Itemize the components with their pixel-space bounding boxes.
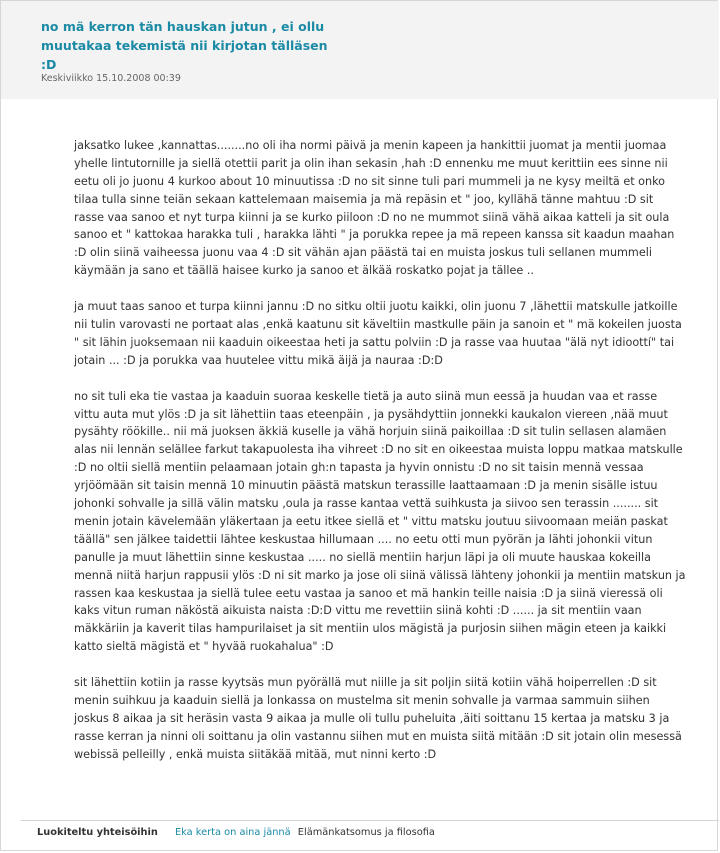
- post-paragraph: jaksatko lukee ,kannattas........no oli iha normi päivä ja menin kapeen ja hankittii juomat ja mentii juomaa yhelle lintutornille ja siellä otettii parit ja olin ihan sekasin ,hah :D ennenku me muut kerittiin ees sinne nii eetu oli jo juonu 4 kurkoo about 10 minuutissa :D no sit sinne tuli pari mummeli ja ne kysy meiltä et onko tilaa tulla sinne teiän sekaan kattelemaan maisemia ja mä repäsin et " joo, kyllähä tänne mahtuu :D sit rasse vaa sanoo et nyt turpa kiinni ja se kurko piiloon :D no ne mummot siinä vähä aikaa katteli ja sit oula sanoo et " kattokaa harakka tuli , harakka lähti " ja porukka repee ja mä repeen kanssa sit kaadun maahan :D olin siinä vaiheessa juonu vaa 4 :D sit vähän ajan päästä tai en muista joskus tuli sellanen mummeli käymään ja sano et täällä haisee kurko ja sanoo et älkää roskatko pojat ja tällee ..: [74, 138, 675, 278]
- footer-divider: [21, 820, 719, 821]
- post-header: [1, 1, 719, 99]
- post-body: [74, 119, 686, 782]
- post-paragraph: ja muut taas sanoo et turpa kiinni jannu :D no sitku oltii juotu kaikki, olin juonu 7 ,lähettii matskulle jatkoille nii tulin varovasti ne portaat alas ,enkä kaatunu sit käveltiin mastkulle päin ja sanoin et " mä kokeilen juosta " sit lähin juoksemaan nii kaaduin oikeestaa heti ja sattu polviin :D ja rasse vaa huutaa "älä nyt idioottí" tai jotain ... :D ja porukka vaa huutelee vittu mikä äijä ja nauraa :D:D: [74, 300, 682, 367]
- post-paragraph: sit lähettiin kotiin ja rasse kyytsäs mun pyörällä mut niille ja sit poljin siitä kotiin vähä hoiperrellen :D sit menin suihkuu ja kaaduin siellä ja lonkassa on mustelma sit menin sohvalle ja varmaa sammuin siihen joskus 8 aikaa ja sit heräsin vasta 9 aikaa ja mulle oli tullu puheluita ,äiti soittanu 15 kertaa ja matsku 3 ja rasse kerran ja ninni oli soittanu ja olin vastannu siihen mut en muista siitä mitään :D sit jotain olin mesessä webissä pelleilly , enkä muista siitäkää mitää, mut ninni kerto :D: [74, 676, 682, 761]
- post-title[interactable]: no mä kerron tän hauskan jutun , ei ollu muutakaa tekemistä nii kirjotan tälläsen :D: [41, 19, 328, 72]
- post-footer: [37, 827, 435, 838]
- category-label: Luokiteltu yhteisöihin: [37, 827, 158, 838]
- category-name: Elämänkatsomus ja filosofia: [297, 827, 435, 838]
- post-paragraph: no sit tuli eka tie vastaa ja kaaduin suoraa keskelle tietä ja auto siinä mun eessä ja huudan vaa et rasse vittu auta mut ylös :D ja sit lähettiin taas eteenpäin , ja pysähdyttiin jonnekki kaukalon viereen ,nää muut pysähty röökille.. nii mä juoksen äkkiä kuselle ja vähä horjuin siinä paikoillaa :D sit tulin sellasen alamäen alas nii lennän selällee farkut takapuolesta iha vihreet :D no sit en oikeestaa muista loppu matkaa matskulle :D no oltii siellä mentiin pelaamaan jotain gh:n tapasta ja hyvin onnistu :D no sit taisin mennä vessaa yrjöömään sit taisin mennä 10 minuutin päästä matskun terassille laattaamaan :D ja menin sisälle istuu johonki sohvalle ja sillä välin matsku ,oula ja rasse kantaa vettä suihkusta ja siivoo sen terassin ........ sit menin jotain kävelemään yläkertaan ja eetu itkee siellä et " vittu matsku joutuu siivoomaan meiän paskat täällä" sen jälkee taidettii lähtee keskustaa hillumaan .... no eetu otti mun pyörän ja lähti johonkii vitun panulle ja muut lähettiin sinne keskustaa ..... no siellä mentiin harjun läpi ja oli muute hauskaa kokeilla mennä niitä harjun rappusii ylös :D ni sit marko ja jose oli siinä välissä lähteny johonkii ja mentiin matskun ja rassen kaa keskustaa ja siellä tulee eetu vastaa ja sanoo et mä hankin teille naisia :D ja siinä vieressä oli kaks vitun ruman näköstä aikuista naista :D:D vittu me revettiin siinä kohti :D ...... ja sit mentiin vaan mäkkäriin ja kaverit tilas hampurilaiset ja sit mentiin ulos mägistä ja purjosin siihen mägin eteen ja kaikki katto sieltä mägistä et " hyvää ruokahalua" :D: [74, 389, 686, 654]
- post-date: Keskiviikko 15.10.2008 00:39: [41, 73, 181, 84]
- community-link[interactable]: Eka kerta on aina jännä: [174, 827, 291, 838]
